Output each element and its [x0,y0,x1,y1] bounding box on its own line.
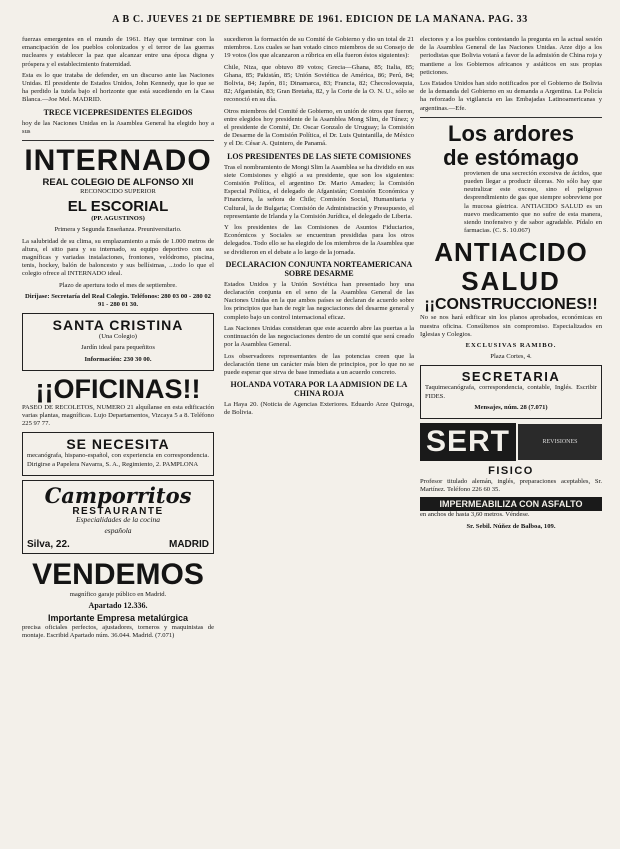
ad-fisico [420,465,602,494]
ad-text: Información: 230 30 00. [84,355,152,363]
article-text: electores y a los pueblos contestando la pregunta en la actual sesión de la Asamblea General de las Naciones Unidas. Arze dijo a los periodistas que Bolivia votará a favor de la admisión de China roja y mantiene a los Gobiernos africanos y asiáticos en sus propias peticiones. [420,36,602,76]
ad-sert [420,423,602,461]
ad-text: Diríjase: Secretaría del Real Colegio. Teléfonos: 280 03 00 - 280 02 91 - 280 01 30. [25,292,211,309]
ad-text: Plaza Cortes, 4. [490,353,532,361]
article-text: Las Naciones Unidas consideran que este acuerdo abre las puertas a la continuación de las negociaciones dentro de un comité que será creado por la Asamblea General. [224,324,414,349]
ad-title: Importante Empresa metalúrgica [47,612,189,623]
sert-logo: SERT [420,423,516,461]
article-text: Los observadores representantes de las potencias creen que la declaración tiene un carácter más bien de principios, por lo que no se puede esperar que sirva de base inmediata a un acuerdo concreto. [224,352,414,376]
article-text: Chile, Niza, que obtuvo 89 votos; Grecia—Ghana, 85; Italia, 85; Ghana, 85; Pakistán, 85; Unión Soviética de América, 86; Perú, 84; Bolivia, 84; Japón, 81; Dinamarca, 83; Francia, 82; Checoslovaquia, 82; Afganistán, 83; Gran Bretaña, 82, y la Corte de la O. N. U., sólo se reconoció en su día. [224,63,414,104]
article-heading: TRECE VICEPRESIDENTES ELEGIDOS [43,107,193,117]
page-header: A B C. JUEVES 21 DE SEPTIEMBRE DE 1961. EDICION DE LA MAÑANA. PAG. 33 [112,14,528,25]
ad-title: SECRETARIA [461,369,561,385]
ad-subtitle: REAL COLEGIO DE ALFONSO XII [42,177,194,189]
ad-text: Jardín ideal para pequeñitos [81,344,155,352]
ad-title: ¡¡CONSTRUCCIONES!! [424,296,598,314]
ad-vendemos [22,558,214,610]
ad-text: magnífico garaje público en Madrid. [69,590,167,598]
ad-text: EXCLUSIVAS RAMIBO. [465,342,557,350]
ad-text: Plazo de apertura todo el mes de septiembre. [59,281,177,289]
article-heading: LOS PRESIDENTES DE LAS SIETE COMISIONES [227,151,411,161]
ad-text: RECONOCIDO SUPERIOR [80,188,156,196]
ad-construcciones [420,296,602,361]
article-heading: HOLANDA VOTARA POR LA ADMISION DE LA CHINA ROJA [230,380,408,399]
ad-ardores [420,122,602,236]
ad-text: La salubridad de su clima, su emplazamiento a más de 1.000 metros de altura, el sitio para y su internado, su equipo deportivo con sus magníficas y variadas instalaciones, frontones, velódromo, piscina, tenis, hockey, balón de baloncesto y sus bellísimas, ...todo lo que el colegio ofrece al INTERNADO ideal. [22,237,214,278]
article-text: Los Estados Unidos han sido notificados por el Gobierno de Bolivia de la demanda del Gobierno en su demanda a Argentina. La Policía ha reforzado la vigilancia en las Embajadas Latinoamericanas y argentinas.—Efe. [420,80,602,112]
ad-internado [22,145,214,309]
ad-text: Especialidades de la cocina [76,515,160,525]
ad-text: Taquimecanógrafa, correspondencia, contable, Inglés. Escribir FIDES. [425,384,597,400]
ad-santa-cristina [22,313,214,371]
ad-text: en anchos de hasta 3,60 metros. Véndese. [420,511,530,519]
ad-text: Profesor titulado alemán, inglés, preparaciones aceptables, Sr. Martínez. Teléfono 226 60 35. [420,478,602,494]
ad-text: española [104,526,132,536]
article-text: Tras el nombramiento de Mongi Slim la Asamblea se ha dividido en sus siete Comisiones y eligió a su presidente, que son los siguientes: Comisión Política, el argentino Dr. Mario Amadeo; la Comisión Especial Política, el delegado de Afganistán; Comisión Económica y Financiera, la señora de Chile; Comisión Social, Humanitaria y Cultural, la de Bulgaria; Comisión de Administración y Presupuesto, el representante de Irlanda y la Comisión Jurídica, el delegado de Liberia. [224,163,414,220]
divider [22,140,214,141]
sert-side-text: REVISIONES [518,424,602,460]
ad-text: provienen de una secreción excesiva de ácidos, que pueden llegar a producir úlceras. No sólo hay que neutralizar este exceso, sino el peligroso desprendimiento de gas que siempre sobreviene por la mucosa gástrica. ANTIACIDO SALUD es un nuevo medicamento que no sufre de esta manera, siendo inofensivo y de sabor agradable. Pídalo en farmacias. (C. S. 10.067) [464,169,602,235]
ad-title: SALUD [461,266,561,297]
ad-title: SANTA CRISTINA [52,317,184,334]
ad-text: Apartado 12.336. [88,600,148,610]
ad-oficinas [22,375,214,429]
divider [420,117,602,118]
ad-text: No se nos hará edificar sin los planos aprobados, económicas en nuestra oficina. Consúltenos sin compromiso. Especializados en Iglesias y Colegios. [420,314,602,338]
ad-text: (Una Colegio) [99,333,137,341]
ad-title: ANTIACIDO [434,237,588,268]
ad-address [27,539,209,550]
ad-text: mecanógrafa, hispano-español, con experiencia en correspondencia. Dirigirse a Papelera Navarra, S. A., Regimiento, 2. PAMPLONA [27,452,209,468]
article-heading: DECLARACION CONJUNTA NORTEAMERICANA SOBRE DESARME [225,259,413,278]
ad-text: precisa oficiales perfectos, ajustadores, torneros y maquinistas de montaje. Escribid Apartado núm. 36.044. Madrid. (7.071) [22,623,214,640]
ad-title: IMPERMEABILIZA CON ASFALTO [420,497,602,511]
ad-text: (PP. AGUSTINOS) [91,215,145,223]
article-text: fuerzas emergentes en el mundo de 1961. Hay que terminar con la emancipación de los pueblos colonizados y el terror de las guerras nucleares y establecer la paz que alcanzar entre una época digna y próspera y el establecimiento fraternidad. [22,36,214,68]
column-middle [224,36,414,843]
ad-text: PASEO DE RECOLETOS, NUMERO 21 alquílanse en esta edificación varias plantas, magníficas. Lujo Departamentos, Vizcaya 5 a 8. Teléfono 225 97 77. [22,403,214,428]
ad-camporritos [22,480,214,554]
ad-title: INTERNADO [24,144,212,178]
ad-title: Camporritos [44,482,192,508]
ad-title: SE NECESITA [66,436,170,453]
ad-title: FISICO [488,465,534,478]
article-text: Y los presidentes de las Comisiones de Asuntos Fiduciarios, Económicos y Sociales se encuentran presididas para los otros delegados. Todo ello se ha elegido de los miembros de la Asamblea que se dividieron en el debate a lo largo de la jornada. [224,224,414,256]
ad-secretaria [420,365,602,419]
article-text: Otros miembros del Comité de Gobierno, en unión de otros que fueron, entre elegidos hoy presidente de la Asamblea Mong Slim, de Túnez; y el presidente de Comité, Dr. Oscar Gonzalo de Uruguay; la Comisión de Desarme de la Comisión Política, el Dr. Luis Quintanilla, de México y el Dr. César A. Quintero, de Panamá. [224,107,414,148]
column-left [22,36,214,843]
ad-impermeabiliza [420,497,602,530]
ad-addr: Silva, 22. [27,538,70,550]
ad-text: Primera y Segunda Enseñanza. Preuniversitario. [54,226,182,234]
article-text: Esta es lo que trataba de defender, en un discurso ante las Naciones Unidas. El presidente de Estados Unidos, John Kennedy, que lo que se ha perdido la tutela bajo el horizonte que está sucediendo en la Casa Blanca.—Joe Mel. MADRID. [22,71,214,104]
ad-text: Sr. Sebil. Núñez de Balboa, 109. [466,522,556,530]
ad-city: MADRID [169,538,209,550]
ad-title: ¡¡OFICINAS!! [35,373,201,404]
ad-antiacido [420,238,602,296]
ad-title: de estómago [443,144,579,170]
ad-title: VENDEMOS [32,557,204,591]
article-text: Estados Unidos y la Unión Soviética han presentado hoy una declaración conjunta en el seno de la Asamblea General de las Naciones Unidas en la que ambos países se declaran de acuerdo sobre los principios que han de regir las negociaciones del desarme general y completo bajo un control internacional eficaz. [224,280,414,321]
ad-se-necesita [22,432,214,475]
article-text: sucedieron la formación de su Comité de Gobierno y dio un total de 21 miembros. Los cuales se han votado cinco miembros de su Consejo de 19 votos (los que alcanzaron a rúbrica en ella fueron éstos siguientes): [224,36,414,60]
article-text: hoy de las Naciones Unidas en la Asamblea General ha elegido hoy a sus [22,119,214,135]
ad-subtitle: RESTAURANTE [72,505,164,517]
article-text: La Haya 20. (Noticia de Agencias Exteriores. Eduardo Arze Quiroga, de Bolivia. [224,401,414,417]
ad-title: Los ardores [448,120,574,146]
ad-text: Mensajes, núm. 28 (7.071) [474,403,548,411]
ad-place: EL ESCORIAL [67,198,169,216]
ad-empresa [22,613,214,640]
column-right [420,36,602,843]
